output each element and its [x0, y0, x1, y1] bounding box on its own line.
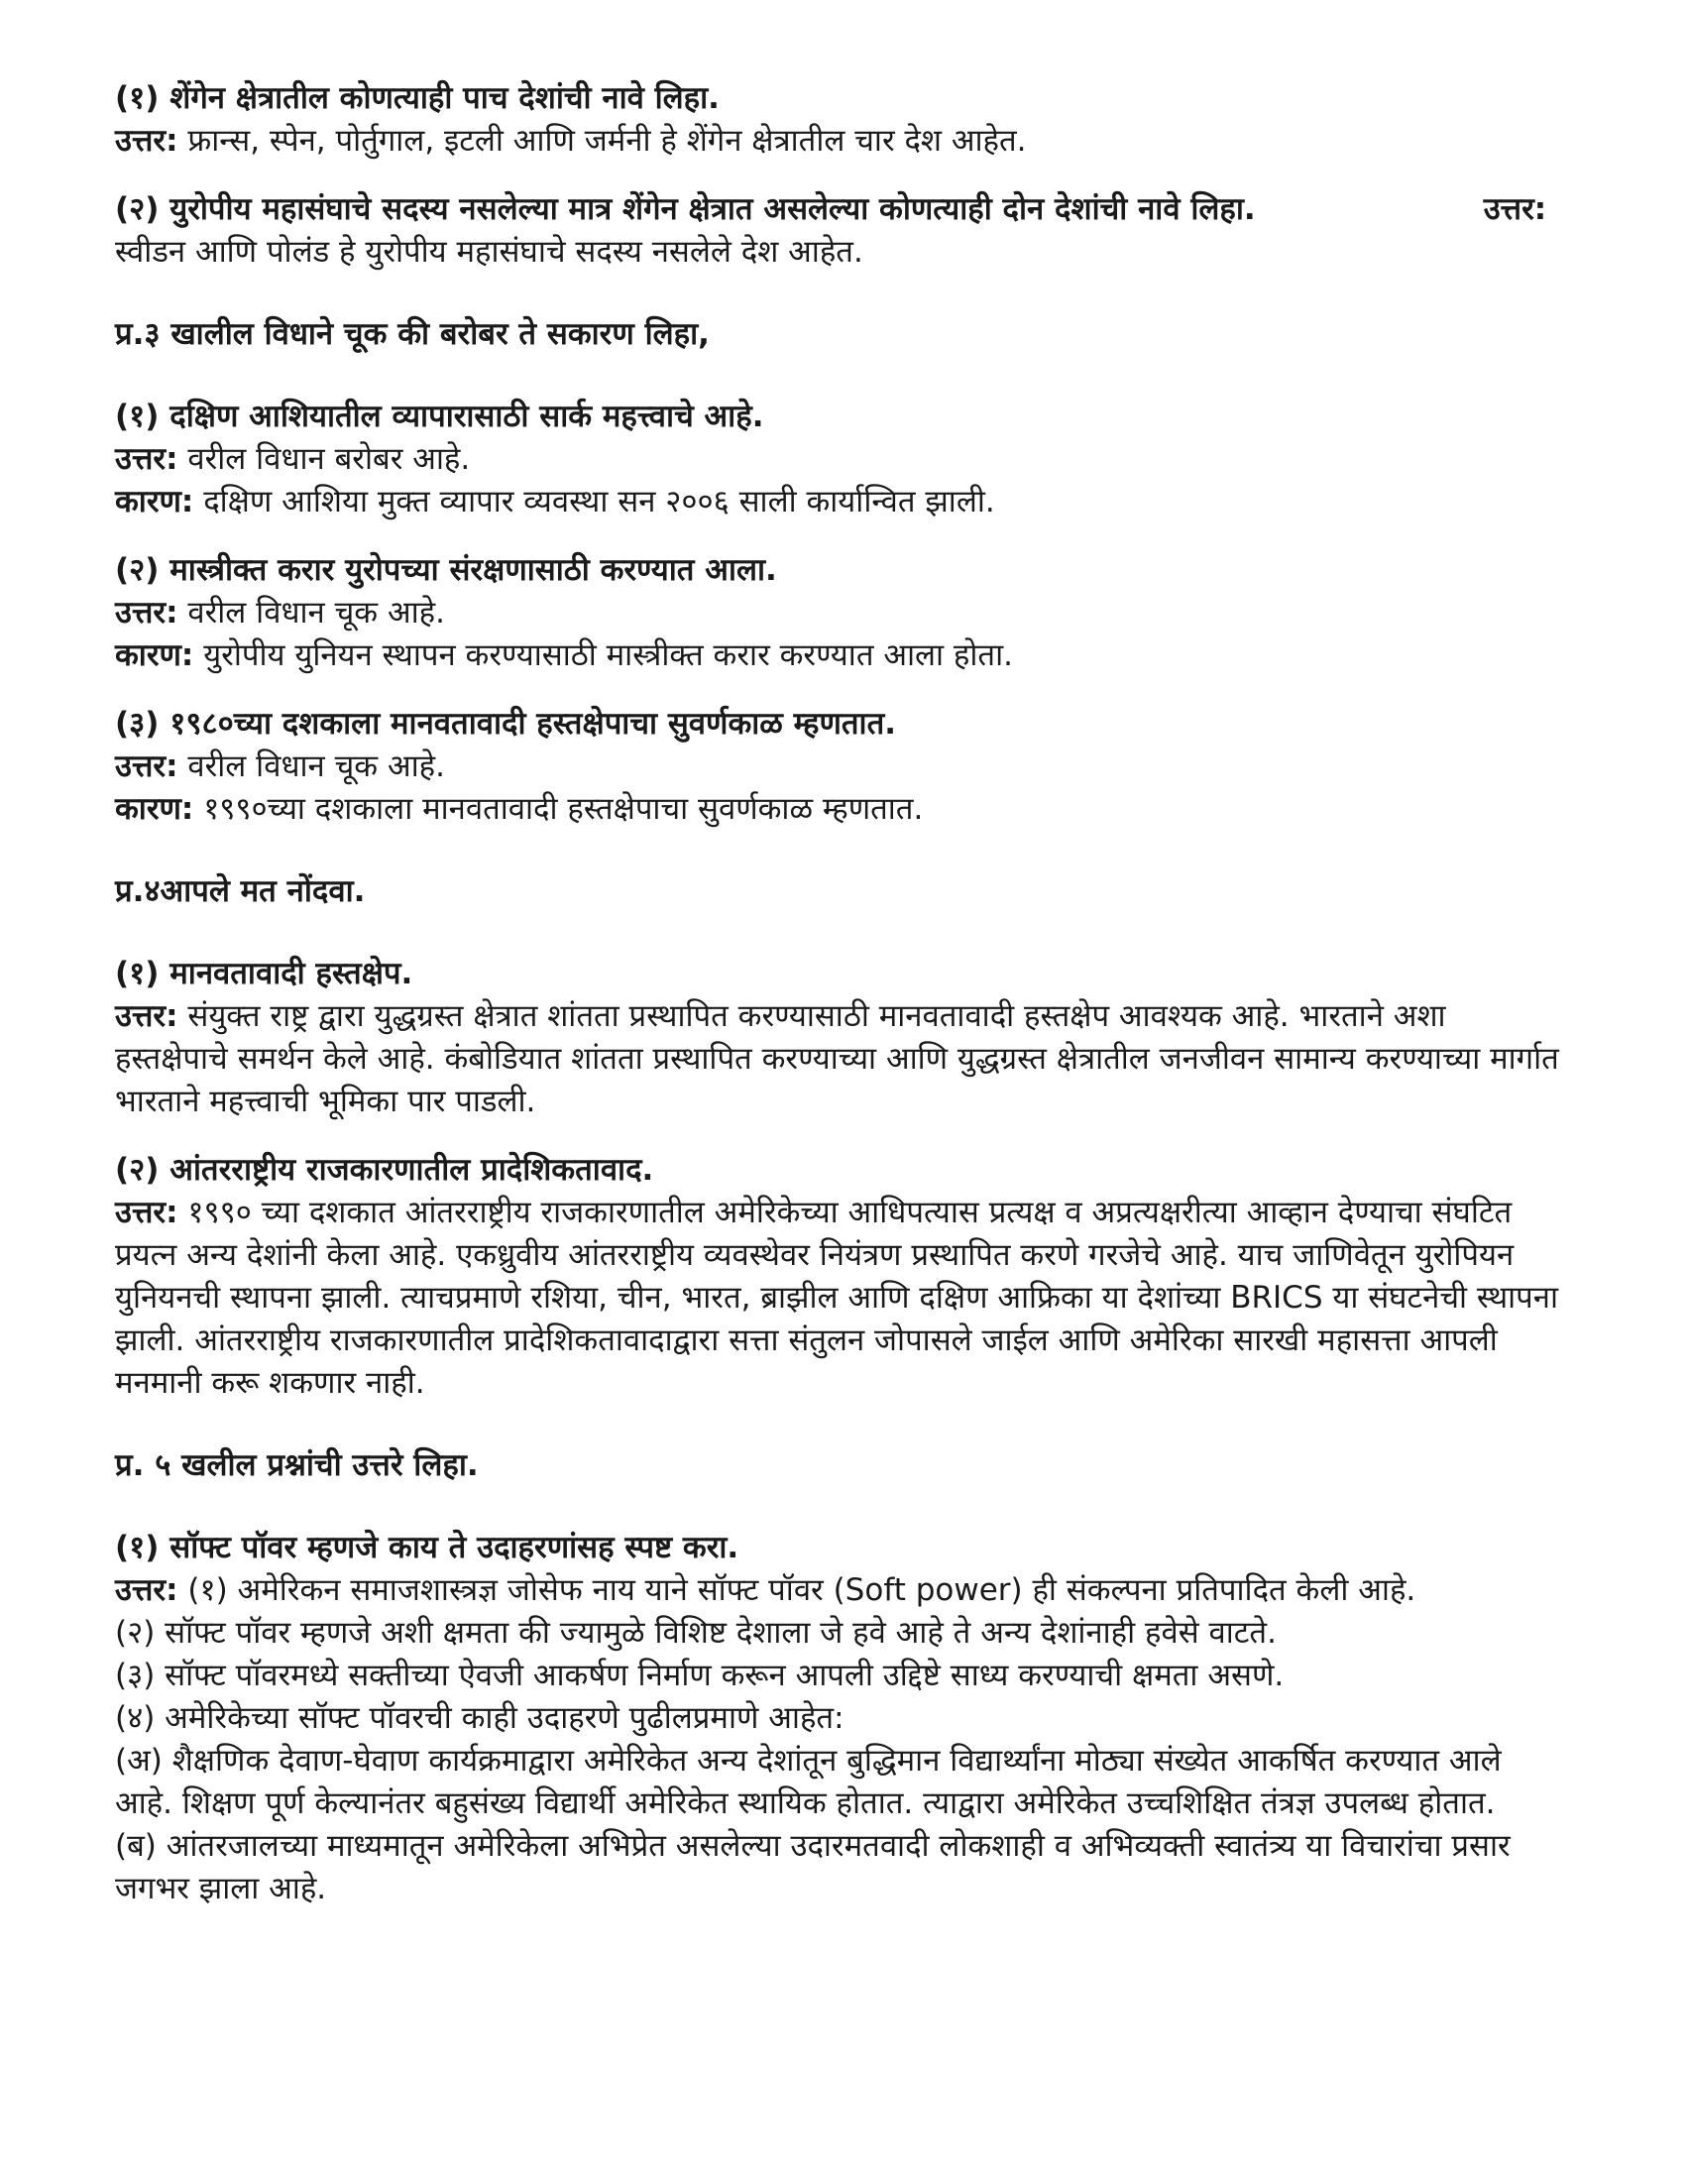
q1-answer: फ्रान्स, स्पेन, पोर्तुगाल, इटली आणि जर्मनी हे शेंगेन क्षेत्रातील चार देश आहेत. [187, 123, 1027, 159]
s3-item-1-answer-line [115, 438, 1559, 481]
s3-item-1-reason: दक्षिण आशिया मुक्त व्यापार व्यवस्था सन २००६ साली कार्यान्वित झाली. [203, 484, 995, 519]
s5-line-5: (अ) शैक्षणिक देवाण-घेवाण कार्यक्रमाद्वारा अमेरिकेत अन्य देशांतून बुद्धिमान विद्यार्थ्यांना मोठ्या संख्येत आकर्षित करण्यात आले आहे. शिक्षण पूर्ण केल्यानंतर बहुसंख्य विद्यार्थी अमेरिकेत स्थायिक होतात. त्याद्वारा अमेरिकेत उच्चशिक्षित तंत्रज्ञ उपलब्ध होतात. [115, 1743, 1502, 1821]
s5-line-6: (ब) आंतरजालच्या माध्यमातून अमेरिकेला अभिप्रेत असलेल्या उदारमतवादी लोकशाही व अभिव्यक्ती स्वातंत्र्य या विचारांचा प्रसार जगभर झाला आहे. [115, 1828, 1511, 1906]
s3-item-2 [115, 549, 1559, 677]
section5-heading: प्र. ५ खलील प्रश्नांची उत्तरे लिहा. [115, 1447, 479, 1483]
s3-item-2-answer-label: उत्तर: [115, 595, 178, 631]
s4-item-1-answer: संयुक्त राष्ट्र द्वारा युद्धग्रस्त क्षेत्रात शांतता प्रस्थापित करण्यासाठी मानवतावादी हस्तक्षेप आवश्यक आहे. भारताने अशा हस्तक्षेपाचे समर्थन केले आहे. कंबोडियात शांतता प्रस्थापित करण्याच्या आणि युद्धग्रस्त क्षेत्रातील जनजीवन सामान्य करण्याच्या मार्गात भारताने महत्त्वाची भूमिका पार पाडली. [115, 998, 1559, 1119]
s5-line-4: (४) अमेरिकेच्या सॉफ्ट पॉवरची काही उदाहरणे पुढीलप्रमाणे आहेत: [115, 1700, 844, 1736]
s3-item-1-question: (१) दक्षिण आशियातील व्यापारासाठी सार्क महत्त्वाचे आहे. [115, 399, 764, 434]
s3-item-2-reason-line [115, 634, 1559, 677]
s3-item-1-reason-label: कारण: [115, 484, 194, 519]
q1-answer-label: उत्तर: [115, 123, 178, 159]
s4-item-1 [115, 953, 1559, 1123]
s5-line-1 [115, 1569, 1559, 1612]
s5-line-2: (२) सॉफ्ट पॉवर म्हणजे अशी क्षमता की ज्यामुळे विशिष्ट देशाला जे हवे आहे ते अन्य देशांनाही हवेसे वाटते. [115, 1615, 1277, 1651]
s4-item-1-answer-line [115, 995, 1559, 1123]
q2-answer-label: उत्तर: [1483, 191, 1547, 227]
s5-line-3: (३) सॉफ्ट पॉवरमध्ये सक्तीच्या ऐवजी आकर्षण निर्माण करून आपली उद्दिष्टे साध्य करण्याची क्षमता असणे. [115, 1658, 1285, 1693]
s3-item-3-answer-label: उत्तर: [115, 748, 178, 784]
s3-item-2-reason: युरोपीय युनियन स्थापन करण्यासाठी मास्त्रीक्त करार करण्यात आला होता. [203, 637, 1013, 673]
s4-item-2-answer-label: उत्तर: [115, 1195, 178, 1230]
q1-question: (१) शेंगेन क्षेत्रातील कोणत्याही पाच देशांची नावे लिहा. [115, 80, 720, 116]
s4-item-2-answer-line [115, 1192, 1559, 1405]
s5-answer-label: उत्तर: [115, 1572, 178, 1608]
q1-block [115, 77, 1559, 163]
s4-item-2-question: (२) आंतरराष्ट्रीय राजकारणातील प्रादेशिकतावाद. [115, 1152, 654, 1188]
s5-question: (१) सॉफ्ट पॉवर म्हणजे काय ते उदाहरणांसह स्पष्ट करा. [115, 1530, 739, 1565]
s3-item-3 [115, 703, 1559, 831]
q2-block [115, 188, 1559, 274]
s4-item-1-question: (१) मानवतावादी हस्तक्षेप. [115, 956, 413, 991]
s5-item-1 [115, 1527, 1559, 1910]
s3-item-3-reason: १९९०च्या दशकाला मानवतावादी हस्तक्षेपाचा सुवर्णकाळ म्हणतात. [203, 791, 924, 827]
q1-answer-line [115, 120, 1559, 163]
s4-item-2-answer: १९९० च्या दशकात आंतरराष्ट्रीय राजकारणातील अमेरिकेच्या आधिपत्यास प्रत्यक्ष व अप्रत्यक्षरीत्या आव्हान देण्याचा संघटित प्रयत्न अन्य देशांनी केला आहे. एकध्रुवीय आंतरराष्ट्रीय व्यवस्थेवर नियंत्रण प्रस्थापित करणे गरजेचे आहे. याच जाणिवेतून युरोपियन युनियनची स्थापना झाली. त्याचप्रमाणे रशिया, चीन, भारत, ब्राझील आणि दक्षिण आफ्रिका या देशांच्या BRICS या संघटनेची स्थापना झाली. आंतरराष्ट्रीय राजकारणातील प्रादेशिकतावादाद्वारा सत्ता संतुलन जोपासले जाईल आणि अमेरिका सारखी महासत्ता आपली मनमानी करू शकणार नाही. [115, 1195, 1559, 1401]
s3-item-3-answer-line [115, 746, 1559, 788]
s4-item-2 [115, 1149, 1559, 1405]
s4-item-1-answer-label: उत्तर: [115, 998, 178, 1034]
q2-line [115, 188, 1559, 274]
s5-line-1-text: (१) अमेरिकन समाजशास्त्रज्ञ जोसेफ नाय याने सॉफ्ट पॉवर (Soft power) ही संकल्पना प्रतिपादित केली आहे. [187, 1572, 1416, 1608]
s3-item-2-answer: वरील विधान चूक आहे. [187, 595, 445, 631]
section3-heading: प्र.३ खालील विधाने चूक की बरोबर ते सकारण लिहा, [115, 316, 710, 352]
section4-heading: प्र.४आपले मत नोंदवा. [115, 873, 366, 909]
s3-item-3-question: (३) १९८०च्या दशकाला मानवतावादी हस्तक्षेपाचा सुवर्णकाळ म्हणतात. [115, 706, 897, 742]
q2-answer: स्वीडन आणि पोलंड हे युरोपीय महासंघाचे सदस्य नसलेले देश आहेत. [115, 234, 863, 270]
s3-item-3-answer: वरील विधान चूक आहे. [187, 748, 445, 784]
s3-item-2-answer-line [115, 592, 1559, 634]
s3-item-1-answer: वरील विधान बरोबर आहे. [187, 441, 471, 477]
s3-item-2-question: (२) मास्त्रीक्त करार युरोपच्या संरक्षणासाठी करण्यात आला. [115, 552, 777, 588]
s3-item-3-reason-label: कारण: [115, 791, 194, 827]
s3-item-1-reason-line [115, 481, 1559, 523]
s3-item-1 [115, 396, 1559, 523]
s3-item-3-reason-line [115, 788, 1559, 831]
q2-question: (२) युरोपीय महासंघाचे सदस्य नसलेल्या मात्र शेंगेन क्षेत्रात असलेल्या कोणत्याही दोन देशांची नावे लिहा. [115, 191, 1256, 227]
s3-item-1-answer-label: उत्तर: [115, 441, 178, 477]
s3-item-2-reason-label: कारण: [115, 637, 194, 673]
